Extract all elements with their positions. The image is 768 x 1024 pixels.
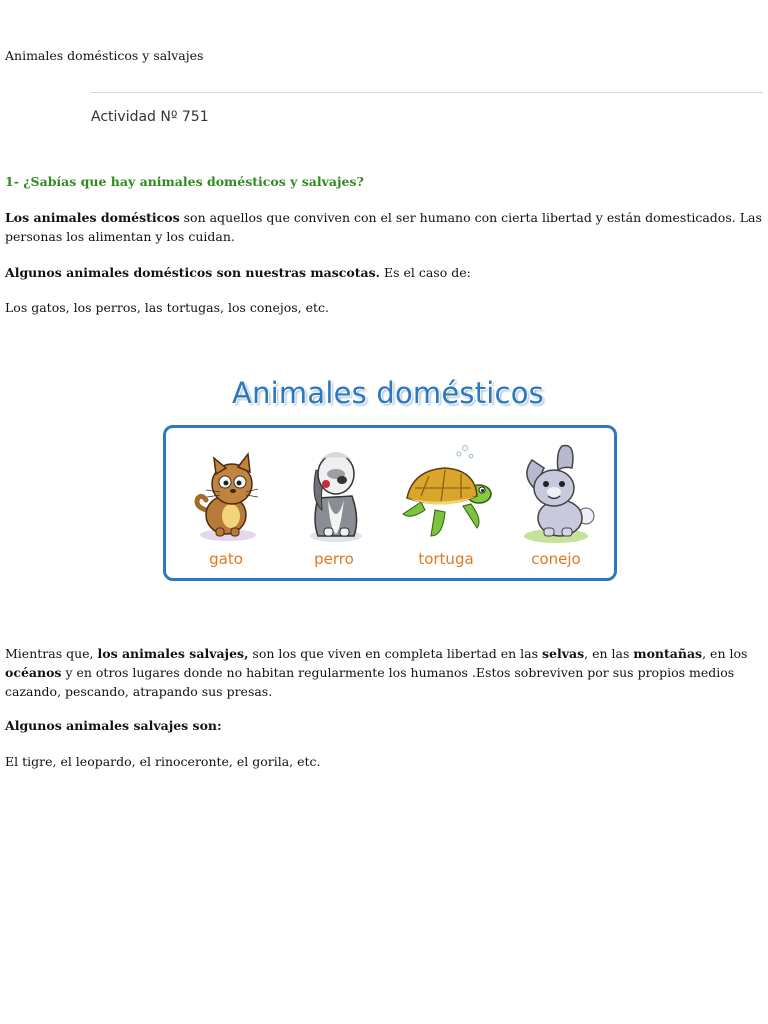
habitat-jungles: selvas [541,646,585,661]
document-title: Animales domésticos y salvajes [5,48,204,63]
figure-frame [163,425,617,581]
figure-title: Animales domésticos [232,376,544,410]
dog-icon [284,440,384,550]
habitat-mountains: montañas [633,646,703,661]
pets-statement: Algunos animales domésticos son nuestras mascotas. [5,265,380,280]
animal-rabbit [506,440,606,572]
habitat-oceans: océanos [5,665,62,680]
domestic-definition-text: son aquellos que conviven con el ser humano con cierta libertad y están domesticados. Las personas los alimentan y los cuidan. [5,210,762,244]
wild-text-3: , en los [702,646,748,661]
animal-label-turtle: tortuga [418,550,474,568]
animal-label-dog: perro [314,550,354,568]
paragraph-wild-definition [5,644,763,701]
wild-text-2: , en las [584,646,634,661]
activity-number: Actividad Nº 751 [91,109,209,125]
question-heading: 1- ¿Sabías que hay animales domésticos y salvajes? [5,174,364,189]
rabbit-icon [506,440,606,550]
domestic-animals-figure [160,366,616,580]
animal-label-cat: gato [209,550,243,568]
paragraph-pets [5,263,763,282]
wild-text-1: son los que viven en completa libertad en las [248,646,542,661]
turtle-icon [391,440,501,550]
wild-text-4: y en otros lugares donde no habitan regularmente los humanos .Estos sobreviven por sus propios medios cazando, pescando, atrapando sus presas. [5,665,735,699]
paragraph-wild-examples: El tigre, el leopardo, el rinoceronte, el gorila, etc. [5,754,321,769]
animal-dog [284,440,384,572]
paragraph-pet-examples: Los gatos, los perros, las tortugas, los conejos, etc. [5,300,330,315]
animal-label-rabbit: conejo [531,550,581,568]
domestic-term: Los animales domésticos [5,210,180,225]
wild-intro: Mientras que, [5,646,98,661]
animal-cat [176,440,276,572]
pets-intro: Es el caso de: [380,265,471,280]
wild-animals-heading: Algunos animales salvajes son: [5,718,222,733]
header-divider [91,92,763,93]
paragraph-domestic-definition [5,208,763,246]
cat-icon [176,440,276,550]
paragraph-wild-heading [5,716,763,735]
wild-term: los animales salvajes, [97,646,249,661]
animal-turtle [391,440,501,572]
